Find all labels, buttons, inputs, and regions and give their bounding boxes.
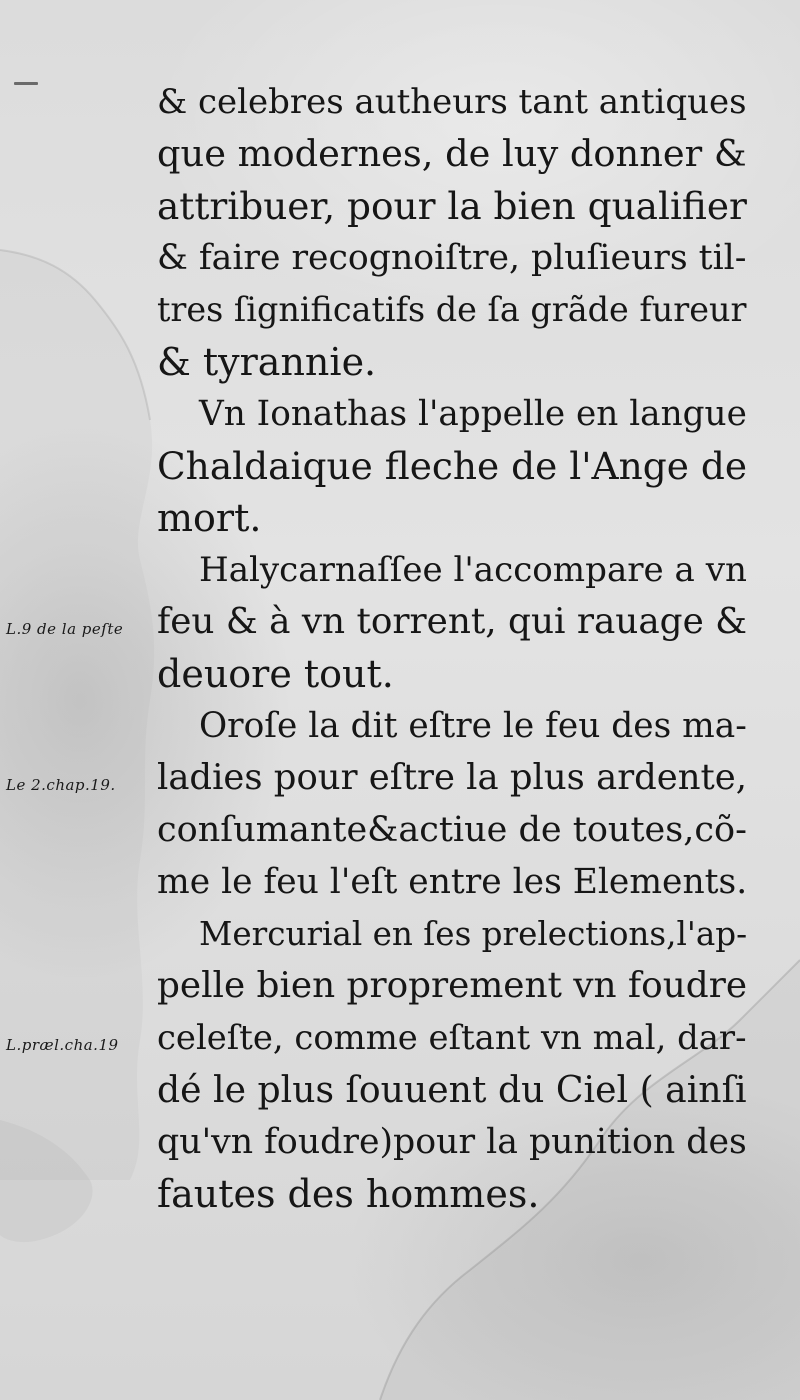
margin-dash-mark	[14, 82, 38, 85]
text-line: & tyrannie.	[157, 340, 377, 384]
text-line: Halycarnaſſee l'accompare a vn	[199, 550, 747, 590]
text-line: celeſte, comme eſtant vn mal, dar-	[157, 1018, 747, 1057]
text-line: que modernes, de luy donner &	[157, 132, 747, 175]
text-line: & faire recognoiſtre, pluſieurs til-	[157, 238, 747, 278]
text-line: qu'vn foudre)pour la punition des	[157, 1122, 747, 1162]
text-line: attribuer, pour la bien qualifier	[157, 184, 747, 228]
margin-note: Le 2.chap.19.	[6, 776, 116, 794]
text-line: Oroſe la dit eſtre le feu des ma-	[199, 706, 747, 746]
text-line: fautes des hommes.	[157, 1172, 540, 1216]
text-line: Vn Ionathas l'appelle en langue	[199, 394, 747, 434]
text-line: deuore tout.	[157, 652, 394, 696]
text-line: ladies pour eſtre la plus ardente,	[157, 757, 747, 798]
text-line: pelle bien proprement vn foudre	[157, 965, 748, 1006]
text-line: feu & à vn torrent, qui rauage &	[157, 601, 748, 642]
text-line: dé le plus ſouuent du Ciel ( ainſi	[157, 1068, 747, 1111]
page-body-text	[157, 76, 747, 1220]
text-line: tres ſignificatifs de ſa grãde fureur	[157, 290, 747, 329]
text-line: me le feu l'eſt entre les Elements.	[157, 862, 748, 902]
text-line: Chaldaique fleche de l'Ange de	[157, 444, 748, 488]
margin-note: L.9 de la peſte	[6, 620, 124, 638]
text-line: conſumante&actiue de toutes,cõ-	[157, 809, 747, 850]
text-line: mort.	[157, 496, 262, 540]
margin-note: L.præl.cha.19	[6, 1036, 119, 1054]
text-line: & celebres autheurs tant antiques	[157, 82, 747, 122]
text-line: Mercurial en ſes prelections,l'ap-	[199, 915, 748, 953]
